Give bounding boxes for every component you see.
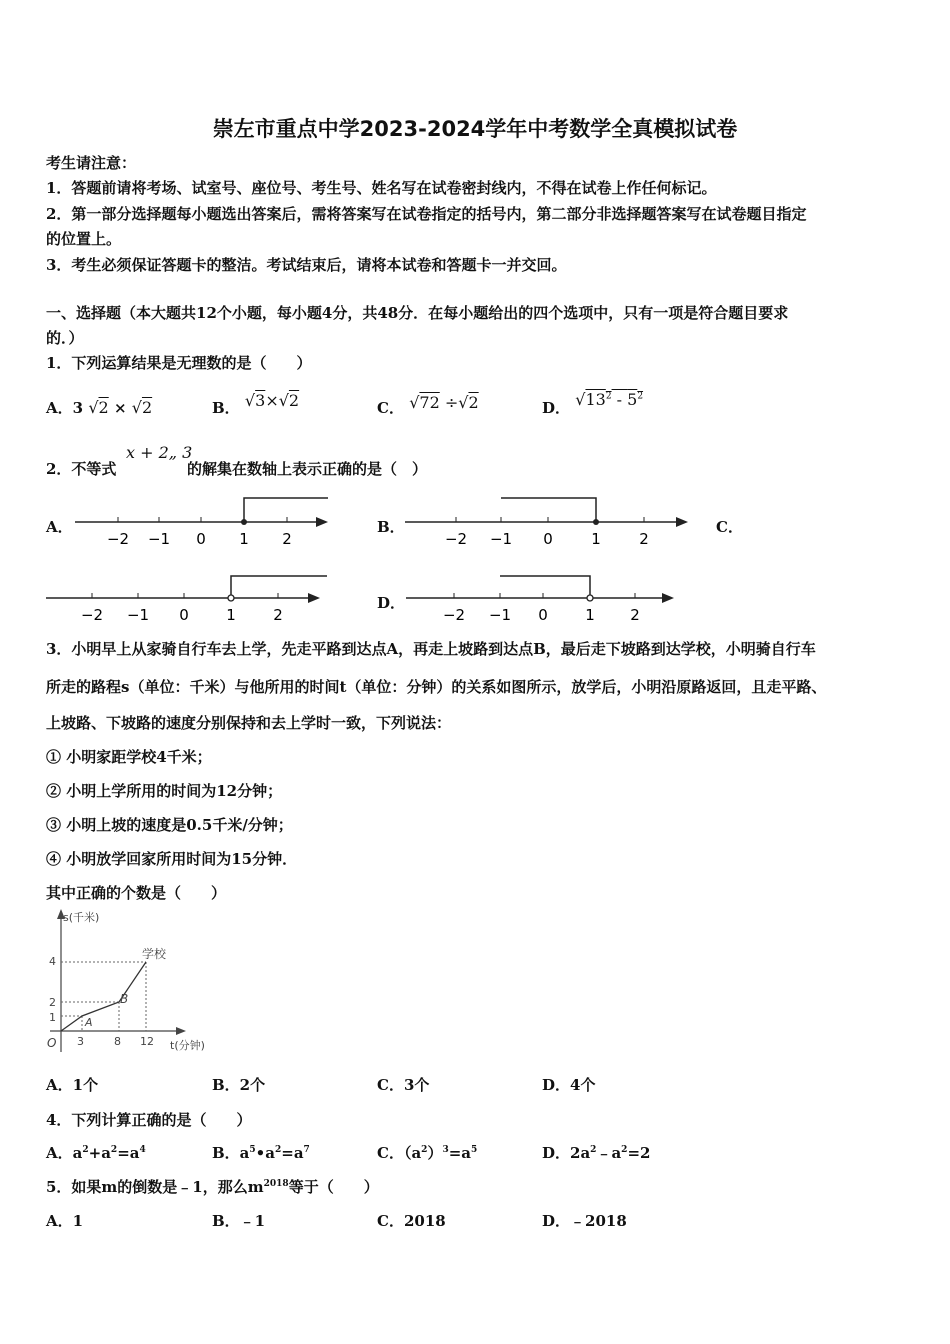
distance-time-curve (61, 962, 146, 1031)
q4-b-part: B．a (212, 1144, 250, 1162)
q1-option-c-label: C． (377, 399, 404, 417)
q3-stem-line3: 上坡路、下坡路的速度分别保持和去上学时一致，下列说法： (46, 714, 452, 732)
q4-d-part: =2 (627, 1144, 651, 1162)
q1-a-coef: 3 (72, 399, 84, 417)
q3-ask: 其中正确的个数是（ ） (46, 884, 227, 902)
q4-b-exp: 5 (249, 1145, 256, 1155)
q1-d-exp-1: 2 (605, 391, 612, 402)
tick-label: −2 (442, 606, 466, 624)
axis-arrow (662, 593, 674, 603)
x-tick-label: 3 (77, 1035, 84, 1048)
q3-option-d[interactable]: D．4个 (542, 1076, 596, 1094)
q5-stem-exp: 2018 (263, 1179, 289, 1189)
q3-distance-time-graph (40, 905, 225, 1060)
q3-stem-line1: 3．小明早上从家骑自行车去上学，先走平路到达点A，再走上坡路到达点B，最后走下坡路到达学校，小明骑自行车 (46, 640, 816, 658)
solution-ray (500, 576, 590, 598)
q1-c-radicand-2: 2 (468, 393, 479, 412)
q4-b-exp: 2 (274, 1145, 282, 1155)
q4-c-part: ） (427, 1144, 443, 1162)
q4-c-part: =a (448, 1144, 472, 1162)
section-heading: 一、选择题（本大题共12个小题，每小题4分，共48分．在每小题给出的四个选项中，只有一项是符合题目要求 (46, 304, 789, 322)
q5-stem (46, 1176, 379, 1197)
q4-option-b[interactable] (212, 1142, 310, 1163)
tick-label: −1 (126, 606, 150, 624)
q4-option-d[interactable] (542, 1142, 650, 1163)
tick-label: 1 (591, 530, 601, 548)
tick-label: 1 (585, 606, 595, 624)
q1-b-op: × (265, 391, 279, 410)
q4-a-exp: 2 (110, 1145, 118, 1155)
q1-option-b-label: B． (212, 399, 240, 417)
q1-option-a-label: A． (46, 399, 73, 417)
q1-a-radicand-2: 2 (141, 398, 153, 417)
q4-c-part: C．（a (377, 1144, 422, 1162)
q2-option-a-label[interactable]: A． (46, 518, 73, 536)
q4-a-exp: 4 (139, 1145, 146, 1155)
q1-d-op: - (611, 390, 628, 409)
q1-option-d-label: D． (542, 399, 571, 417)
x-axis-label: t(分钟) (170, 1039, 205, 1052)
y-tick-label: 4 (49, 955, 56, 968)
q4-d-exp: 2 (590, 1145, 597, 1155)
x-tick-label: 12 (140, 1035, 154, 1048)
school-label: 学校 (142, 947, 167, 961)
q4-stem: 4．下列计算正确的是（ ） (46, 1111, 252, 1129)
q4-b-part: =a (281, 1144, 304, 1162)
q1-a-op: × (113, 399, 127, 417)
page-title: 崇左市重点中学2023-2024学年中考数学全真模拟试卷 (212, 117, 738, 141)
axis-arrow (676, 517, 688, 527)
open-endpoint (587, 595, 593, 601)
q2-stem-post: 的解集在数轴上表示正确的是（ ） (187, 460, 428, 478)
tick-label: 2 (639, 530, 649, 548)
q2-stem-pre: 2．不等式 (46, 460, 117, 478)
q2-option-c-label[interactable]: C． (716, 518, 743, 536)
q3-statement-1: ① 小明家距学校4千米； (46, 748, 212, 766)
q3-option-a[interactable]: A．1个 (46, 1076, 99, 1094)
q4-c-exp: 3 (442, 1145, 449, 1155)
q2-number-line-b[interactable] (400, 492, 695, 552)
tick-label: −1 (489, 530, 513, 548)
q2-inequality: x + 2„ 3 (126, 443, 193, 462)
tick-label: 2 (273, 606, 283, 624)
q1-c-radicand-1: 72 (419, 393, 440, 412)
q2-number-line-a[interactable] (70, 492, 335, 552)
tick-label: −1 (488, 606, 512, 624)
q1-option-c[interactable]: C． √72 ÷√2 (377, 393, 479, 417)
q1-a-radicand-1: 2 (98, 398, 109, 417)
q1-option-d[interactable]: D． $√13^2 - 5^2$ (542, 390, 644, 417)
q4-a-exp: 2 (82, 1145, 89, 1155)
section-heading-cont: 的．） (46, 329, 84, 347)
notice-item-1: 1．答题前请将考场、试室号、座位号、考生号、姓名写在试卷密封线内，不得在试卷上作任何标记。 (46, 179, 717, 197)
q4-d-part: ﹣a (596, 1144, 622, 1162)
q1-option-a[interactable]: A．3 √2 × √2 (46, 398, 153, 417)
tick-label: −1 (147, 530, 171, 548)
q1-d-exp-2: 2 (637, 391, 644, 402)
q4-a-part: +a (88, 1144, 111, 1162)
q2-option-b-label[interactable]: B． (377, 518, 405, 536)
y-axis-label: s(千米) (63, 911, 100, 924)
solution-ray (231, 576, 327, 598)
tick-label: 1 (226, 606, 236, 624)
y-tick-label: 1 (49, 1011, 56, 1024)
q5-option-a[interactable]: A．1 (46, 1212, 84, 1230)
q3-option-b[interactable]: B．2个 (212, 1076, 266, 1094)
x-axis-arrow (176, 1027, 186, 1035)
q3-option-c[interactable]: C．3个 (377, 1076, 430, 1094)
q1-b-radicand-2: 2 (288, 391, 300, 410)
q3-statement-4: ④ 小明放学回家所用时间为15分钟． (46, 850, 298, 868)
tick-label: 0 (543, 530, 553, 548)
q4-b-part: •a (255, 1144, 275, 1162)
q1-d-base-1: 13 (585, 390, 606, 409)
notice-item-2-cont: 的位置上。 (46, 230, 122, 248)
q1-d-base-2: 5 (627, 390, 638, 409)
q5-option-b[interactable]: B．﹣1 (212, 1212, 266, 1230)
solution-ray (244, 498, 328, 522)
tick-label: 1 (239, 530, 249, 548)
q4-d-part: D．2a (542, 1144, 591, 1162)
q4-c-exp: 5 (471, 1145, 478, 1155)
q1-b-radicand-1: 3 (255, 391, 266, 410)
q1-stem: 1．下列运算结果是无理数的是（ ） (46, 354, 312, 372)
x-tick-label: 8 (114, 1035, 121, 1048)
notice-item-2: 2．第一部分选择题每小题选出答案后，需将答案写在试卷指定的括号内，第二部分非选择题答案写在试卷题目指定 (46, 205, 807, 223)
q4-d-exp: 2 (621, 1145, 628, 1155)
tick-label: 2 (630, 606, 640, 624)
q1-option-b[interactable]: B． √3×√2 (212, 391, 300, 417)
notice-heading: 考生请注意： (46, 154, 137, 172)
q2-option-d-label[interactable]: D． (377, 594, 406, 612)
q4-a-part: =a (117, 1144, 140, 1162)
q4-c-exp: 2 (421, 1145, 428, 1155)
axis-arrow (308, 593, 320, 603)
q5-option-c[interactable]: C．2018 (377, 1212, 446, 1230)
q5-option-d[interactable]: D．﹣2018 (542, 1212, 627, 1230)
q4-b-exp: 7 (303, 1145, 310, 1155)
y-tick-label: 2 (49, 996, 56, 1009)
tick-label: 0 (538, 606, 548, 624)
notice-item-3: 3．考生必须保证答题卡的整洁。考试结束后，请将本试卷和答题卡一并交回。 (46, 256, 567, 274)
tick-label: −2 (106, 530, 130, 548)
point-b-label: B (120, 992, 129, 1006)
point-a-label: A (85, 1016, 93, 1029)
solid-endpoint (241, 519, 247, 525)
tick-label: 0 (179, 606, 189, 624)
q4-option-a[interactable] (46, 1142, 146, 1163)
tick-label: 0 (196, 530, 206, 548)
q5-stem-post: 等于（ ） (288, 1178, 379, 1196)
tick-label: −2 (80, 606, 104, 624)
q3-statement-2: ② 小明上学所用的时间为12分钟； (46, 782, 283, 800)
q3-statement-3: ③ 小明上坡的速度是0.5千米/分钟； (46, 816, 293, 834)
axis-arrow (316, 517, 328, 527)
tick-label: −2 (444, 530, 468, 548)
solid-endpoint (593, 519, 599, 525)
q2-number-line-c[interactable] (42, 570, 332, 630)
q3-stem-line2: 所走的路程s（单位：千米）与他所用的时间t（单位：分钟）的关系如图所示，放学后，小明沿原路返回，且走平路、 (46, 678, 827, 696)
q5-stem-pre: 5．如果m的倒数是﹣1，那么m (46, 1178, 264, 1196)
open-endpoint (228, 595, 234, 601)
q1-c-op: ÷ (444, 393, 459, 412)
origin-label: O (47, 1036, 57, 1050)
q4-a-part: A．a (46, 1144, 83, 1162)
q4-option-c[interactable] (377, 1142, 477, 1163)
q2-number-line-d[interactable] (402, 570, 687, 630)
tick-label: 2 (282, 530, 292, 548)
